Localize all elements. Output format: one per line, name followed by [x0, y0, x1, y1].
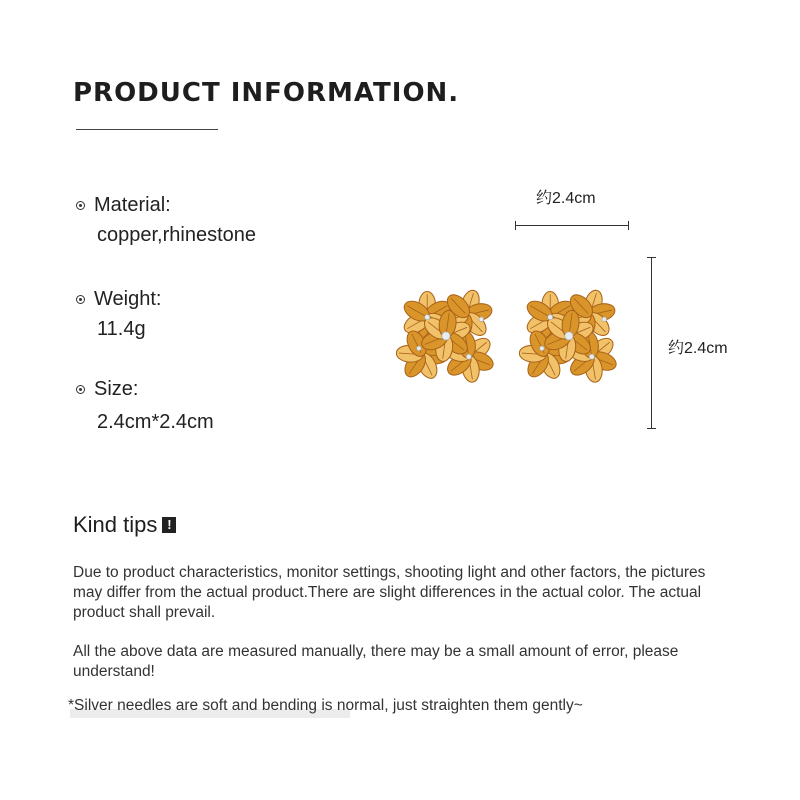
spec-size [76, 374, 214, 437]
spec-value: copper,rhinestone [97, 224, 257, 246]
page-title: PRODUCT INFORMATION. [73, 78, 460, 108]
tips-paragraph: Due to product characteristics, monitor settings, shooting light and other factors, the pictures may differ from the actual product.There are slight differences in the actual color. The actual product shall prevail. [73, 564, 706, 621]
spec-value: 2.4cm*2.4cm [97, 411, 214, 433]
bullet-icon [76, 385, 85, 394]
kind-tips-heading [73, 512, 176, 538]
earring-image-right [519, 286, 623, 390]
spec-value: 11.4g [97, 318, 146, 340]
spec-weight [76, 284, 161, 344]
width-dimension-label: 约2.4cm [536, 190, 596, 207]
kind-tips-title: Kind tips [73, 512, 158, 537]
bullet-icon [76, 201, 85, 210]
height-dimension-line [651, 257, 652, 429]
exclamation-icon: ! [162, 517, 176, 533]
bullet-icon [76, 295, 85, 304]
spec-label: Weight: [94, 288, 162, 310]
spec-label: Material: [94, 194, 171, 216]
spec-label: Size: [94, 378, 139, 400]
title-divider [76, 129, 218, 130]
needle-note: *Silver needles are soft and bending is normal, just straighten them gently~ [68, 697, 583, 714]
spec-material [76, 190, 256, 250]
earring-image-left [396, 286, 500, 390]
height-dimension-label: 约2.4cm [668, 340, 728, 357]
tips-paragraph: All the above data are measured manually, there may be a small amount of error, please understand! [73, 643, 679, 680]
width-dimension-line [515, 225, 629, 226]
